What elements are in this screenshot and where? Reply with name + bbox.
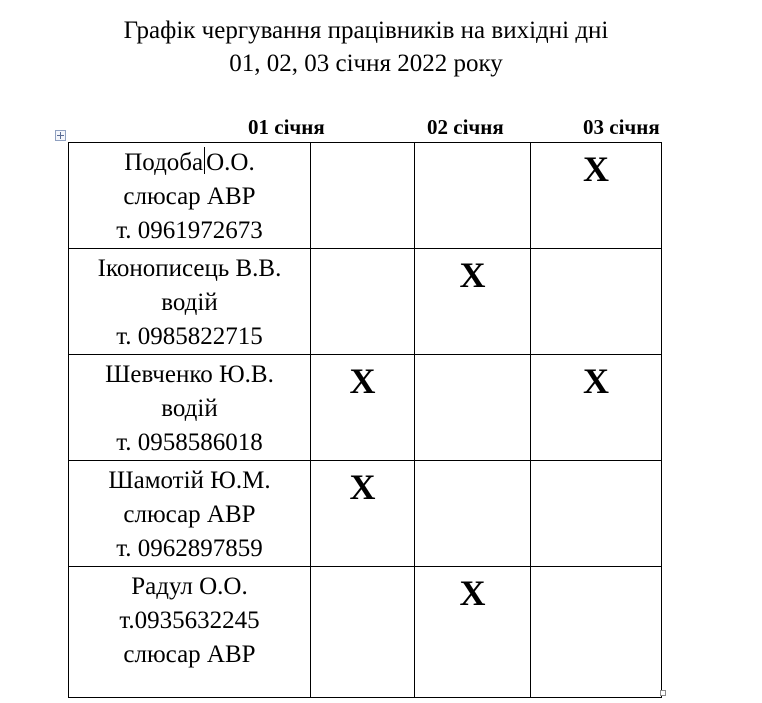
column-header-day-3: 03 січня (583, 115, 660, 139)
duty-cell-day-2[interactable] (415, 355, 531, 461)
employee-position: слюсар АВР (123, 501, 256, 528)
employee-phone: т.0935632245 (119, 607, 260, 634)
duty-cell-day-1[interactable] (311, 143, 415, 249)
duty-mark (531, 461, 661, 467)
employee-name: Іконописець В.В. (97, 255, 282, 282)
employee-cell[interactable] (69, 567, 311, 698)
employee-cell[interactable] (69, 143, 311, 249)
table-row (69, 355, 662, 461)
employee-cell[interactable] (69, 355, 311, 461)
text-cursor (204, 147, 205, 174)
employee-position: слюсар АВР (123, 641, 256, 668)
duty-cell-day-2[interactable] (415, 567, 531, 698)
title-line-2: 01, 02, 03 січня 2022 року (229, 50, 503, 77)
duty-cell-day-3[interactable] (531, 249, 662, 355)
table-resize-handle-icon[interactable] (660, 690, 666, 696)
duty-mark (415, 143, 530, 149)
employee-cell[interactable] (69, 461, 311, 567)
employee-position: слюсар АВР (123, 183, 256, 210)
duty-cell-day-2[interactable] (415, 461, 531, 567)
duty-mark: Х (459, 255, 486, 295)
employee-phone: т. 0985822715 (116, 323, 263, 350)
duty-cell-day-3[interactable] (531, 355, 662, 461)
duty-cell-day-1[interactable] (311, 355, 415, 461)
duty-cell-day-3[interactable] (531, 143, 662, 249)
table-row (69, 249, 662, 355)
duty-mark (415, 355, 530, 361)
employee-name: Подоба О.О. (124, 149, 255, 176)
table-row (69, 567, 662, 698)
table-move-handle-icon[interactable] (55, 130, 66, 141)
duty-cell-day-1[interactable] (311, 249, 415, 355)
title-line-1: Графік чергування працівників на вихідні дні (123, 17, 609, 44)
duty-mark: Х (349, 467, 376, 507)
duty-mark: Х (349, 361, 376, 401)
duty-cell-day-2[interactable] (415, 143, 531, 249)
employee-phone: т. 0962897859 (116, 535, 263, 562)
duty-mark (415, 461, 530, 467)
duty-mark: Х (583, 149, 609, 189)
employee-position: водій (161, 395, 218, 422)
employee-phone: т. 0961972673 (116, 217, 263, 244)
duty-cell-day-3[interactable] (531, 461, 662, 567)
employee-cell[interactable] (69, 249, 311, 355)
duty-mark: Х (583, 361, 609, 401)
duty-cell-day-1[interactable] (311, 567, 415, 698)
duty-mark (531, 249, 661, 255)
employee-phone: т. 0958586018 (116, 429, 263, 456)
column-header-day-1: 01 січня (248, 115, 325, 139)
duty-schedule-table (68, 142, 662, 698)
employee-position: водій (161, 289, 218, 316)
duty-cell-day-2[interactable] (415, 249, 531, 355)
duty-mark (311, 249, 414, 255)
duty-mark (531, 567, 661, 573)
employee-name: Шамотій Ю.М. (108, 467, 271, 494)
duty-mark (311, 567, 414, 573)
duty-mark (311, 143, 414, 149)
duty-cell-day-1[interactable] (311, 461, 415, 567)
column-header-day-2: 02 січня (427, 115, 504, 139)
document-title (0, 14, 732, 80)
table-row (69, 461, 662, 567)
employee-name: Радул О.О. (131, 573, 248, 600)
employee-name: Шевченко Ю.В. (105, 361, 274, 388)
duty-cell-day-3[interactable] (531, 567, 662, 698)
table-row (69, 143, 662, 249)
duty-mark: Х (459, 573, 486, 613)
